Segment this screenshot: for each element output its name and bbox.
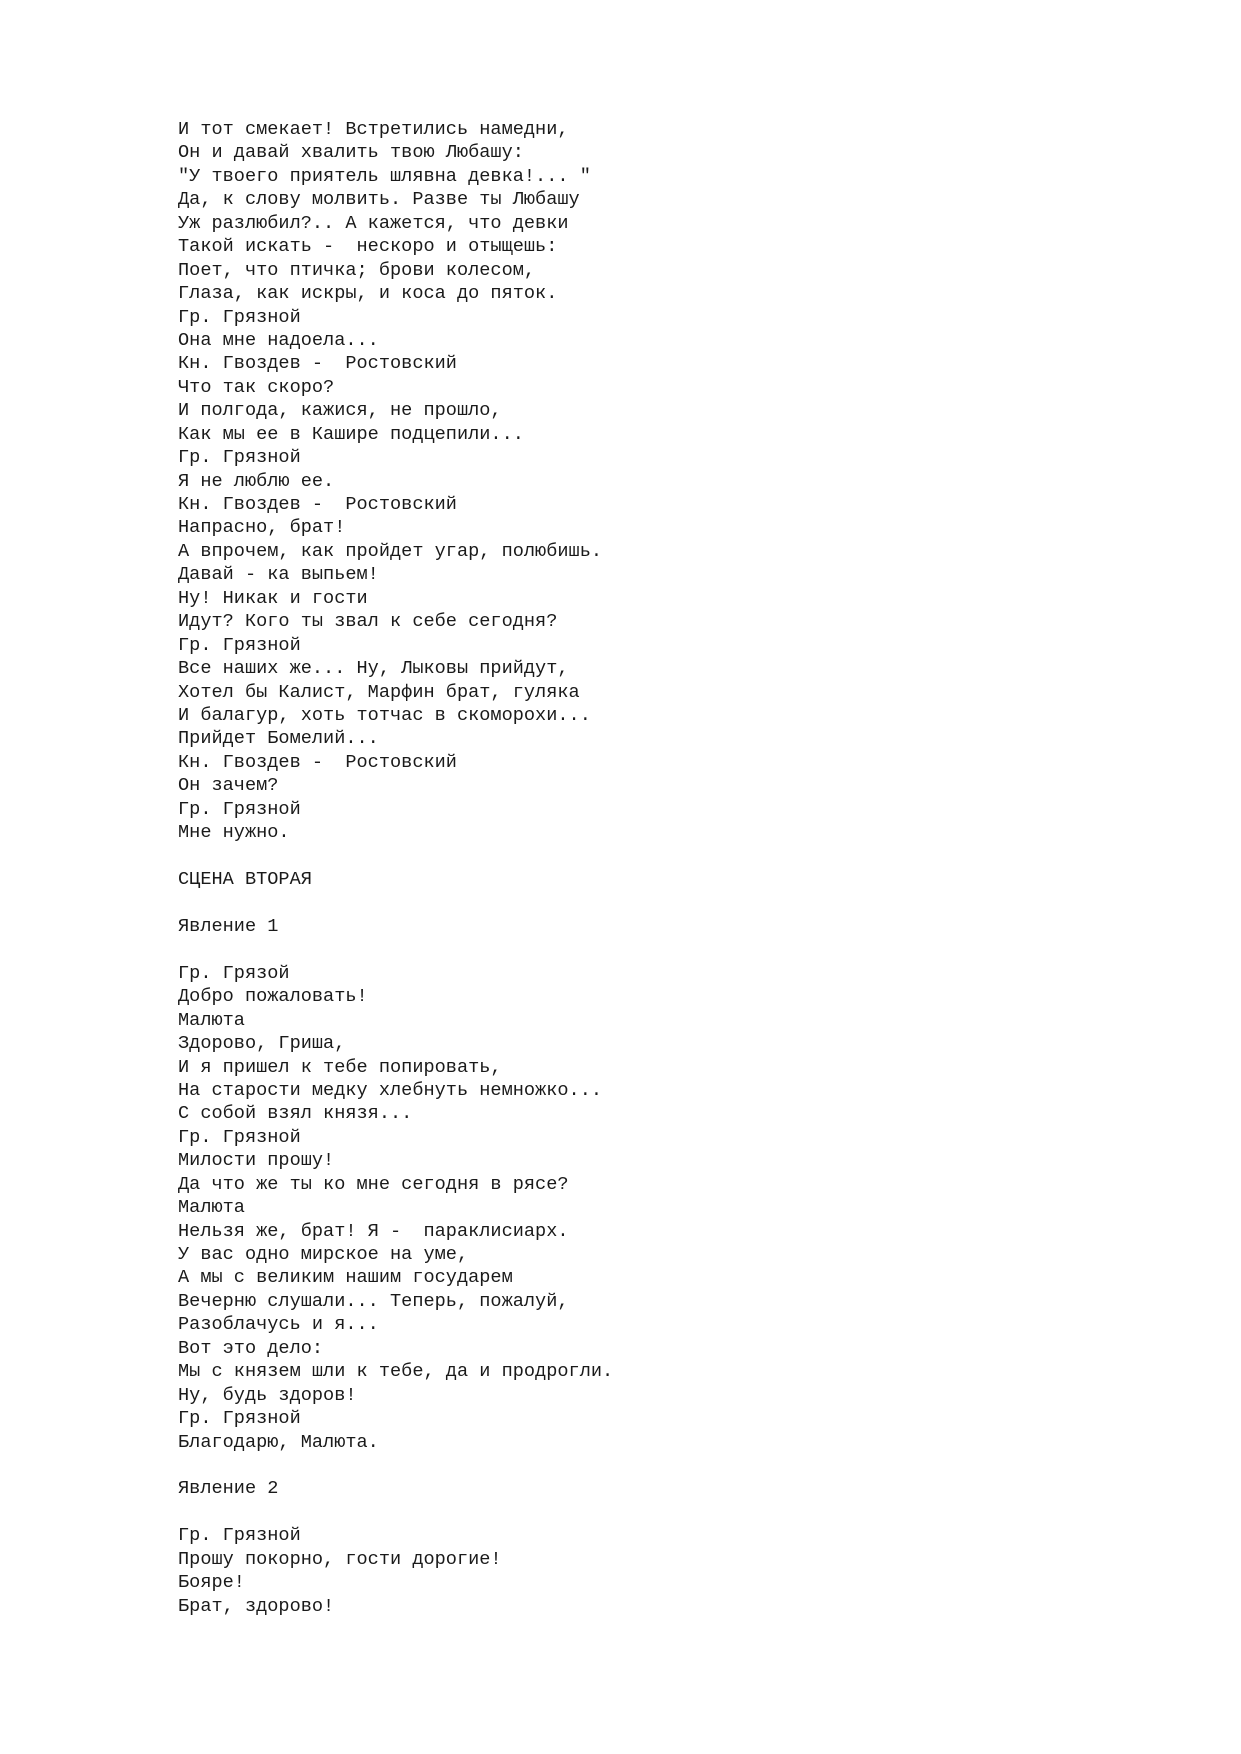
text-line: Милости прошу!: [178, 1150, 335, 1172]
text-line: Да, к слову молвить. Разве ты Любашу: [178, 189, 580, 211]
act-heading: Явление 2: [178, 1478, 279, 1500]
text-line: Идут? Кого ты звал к себе сегодня?: [178, 611, 558, 633]
text-line: Он и давай хвалить твою Любашу:: [178, 142, 524, 164]
text-line: Такой искать - нескоро и отыщешь:: [178, 236, 558, 258]
speaker-name: Гр. Грязной: [178, 634, 301, 656]
text-line: Добро пожаловать!: [178, 986, 368, 1008]
speaker-name: Гр. Грязой: [178, 962, 290, 984]
text-line: Глаза, как искры, и коса до пяток.: [178, 283, 558, 305]
text-line: И тот смекает! Встретились намедни,: [178, 119, 569, 140]
blank-line: [178, 891, 1178, 914]
text-line: Мне нужно.: [178, 822, 290, 844]
text-line: Что так скоро?: [178, 376, 335, 398]
text-line: Как мы ее в Кашире подцепили...: [178, 423, 524, 445]
scene-heading: СЦЕНА ВТОРАЯ: [178, 869, 312, 890]
text-line: Вот это дело:: [178, 1337, 324, 1359]
text-line: На старости медку хлебнуть немножко...: [178, 1079, 603, 1101]
text-line: У вас одно мирское на уме,: [178, 1244, 469, 1265]
text-line: А мы с великим нашим государем: [178, 1267, 513, 1289]
text-line: Ну! Никак и гости: [178, 587, 368, 609]
act-heading: Явление 1: [178, 915, 279, 937]
blank-line: [178, 1454, 1178, 1477]
text-line: Давай - ка выпьем!: [178, 564, 379, 586]
text-line: Разоблачусь и я...: [178, 1314, 379, 1336]
text-line: Брат, здорово!: [178, 1595, 335, 1617]
play-text: [178, 118, 1178, 1618]
text-line: Прийдет Бомелий...: [178, 728, 379, 750]
text-line: С собой взял князя...: [178, 1103, 413, 1125]
text-line: И балагур, хоть тотчас в скоморохи...: [178, 704, 591, 726]
text-line: Она мне надоела...: [178, 329, 379, 351]
text-line: И я пришел к тебе попировать,: [178, 1056, 502, 1078]
speaker-name: Гр. Грязной: [178, 447, 301, 469]
speaker-name: Малюта: [178, 1009, 245, 1031]
text-line: Напрасно, брат!: [178, 517, 346, 539]
speaker-name: Кн. Гвоздев - Ростовский: [178, 353, 457, 375]
text-line: Я не люблю ее.: [178, 470, 335, 492]
text-line: Бояре!: [178, 1572, 245, 1594]
speaker-name: Гр. Грязной: [178, 1126, 301, 1148]
speaker-name: Кн. Гвоздев - Ростовский: [178, 751, 457, 773]
speaker-name: Гр. Грязной: [178, 798, 301, 820]
text-line: И полгода, кажися, не прошло,: [178, 400, 502, 422]
text-line: Да что же ты ко мне сегодня в рясе?: [178, 1173, 569, 1195]
speaker-name: Малюта: [178, 1197, 245, 1219]
text-line: Прошу покорно, гости дорогие!: [178, 1548, 502, 1570]
blank-line: [178, 1501, 1178, 1524]
text-line: Благодарю, Малюта.: [178, 1431, 379, 1453]
speaker-name: Гр. Грязной: [178, 1525, 301, 1547]
text-line: Вечерню слушали... Теперь, пожалуй,: [178, 1290, 569, 1312]
text-line: Нельзя же, брат! Я - параклисиарх.: [178, 1220, 569, 1242]
speaker-name: Кн. Гвоздев - Ростовский: [178, 494, 457, 515]
text-line: Мы с князем шли к тебе, да и продрогли.: [178, 1361, 614, 1383]
text-line: А впрочем, как пройдет угар, полюбишь.: [178, 540, 603, 562]
text-line: Ну, будь здоров!: [178, 1384, 357, 1406]
speaker-name: Гр. Грязной: [178, 1408, 301, 1430]
text-line: Хотел бы Калист, Марфин брат, гуляка: [178, 681, 580, 703]
text-line: "У твоего приятель шлявна девка!... ": [178, 165, 591, 187]
blank-line: [178, 938, 1178, 961]
text-line: Уж разлюбил?.. А кажется, что девки: [178, 212, 569, 234]
blank-line: [178, 845, 1178, 868]
text-line: Поет, что птичка; брови колесом,: [178, 259, 536, 281]
speaker-name: Гр. Грязной: [178, 306, 301, 328]
text-line: Все наших же... Ну, Лыковы прийдут,: [178, 658, 569, 680]
text-line: Он зачем?: [178, 775, 279, 797]
text-line: Здорово, Гриша,: [178, 1033, 346, 1055]
